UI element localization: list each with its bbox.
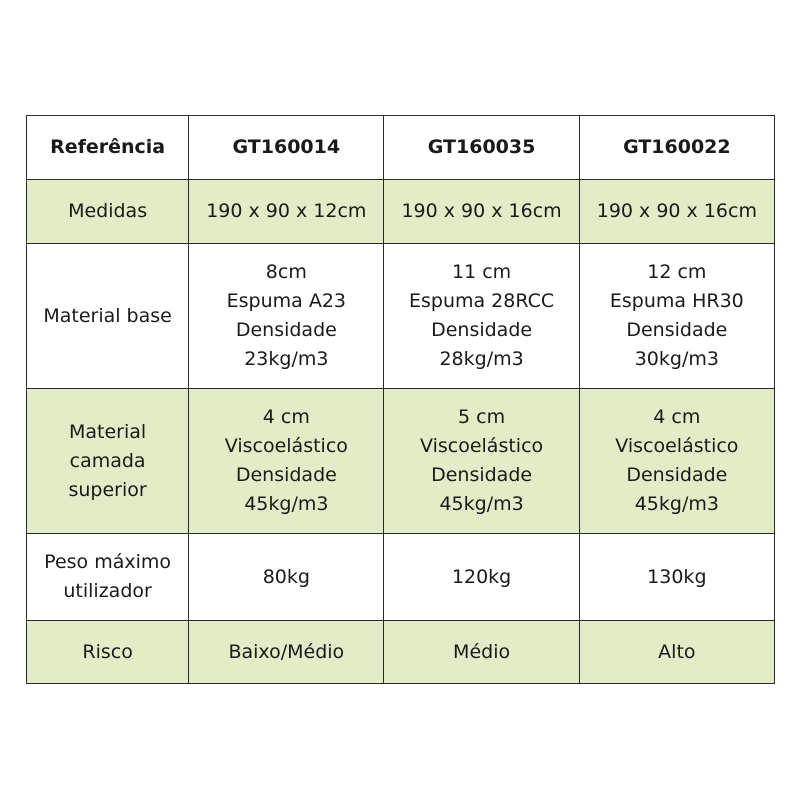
cell-value: 190 x 90 x 16cm [596, 200, 757, 222]
cell-line: 11 cm [451, 261, 512, 283]
cell-line: 45kg/m3 [244, 493, 329, 515]
row-label-cell [27, 389, 189, 534]
table-row-peso-maximo [27, 534, 775, 621]
spec-table [26, 115, 775, 684]
cell-line: 23kg/m3 [244, 348, 329, 370]
cell-line: 12 cm [647, 261, 707, 283]
header-row [27, 116, 775, 180]
table-cell [384, 180, 579, 244]
cell-line: Espuma 28RCC [408, 290, 555, 312]
cell-line: 4 cm [262, 406, 310, 428]
header-label-cell [27, 116, 189, 180]
header-product: GT160014 [232, 136, 341, 158]
table-cell [384, 534, 579, 621]
cell-value: 120kg [451, 565, 512, 588]
table-cell [189, 180, 384, 244]
row-label: Risco [82, 640, 133, 663]
cell-line: Densidade [626, 464, 728, 486]
table-row-risco [27, 621, 775, 684]
cell-value: Baixo/Médio [228, 640, 345, 663]
cell-value: Alto [658, 640, 696, 663]
cell-value: 190 x 90 x 16cm [401, 200, 562, 222]
cell-line: Espuma HR30 [609, 290, 744, 312]
table-cell [384, 621, 579, 684]
table-row-material-base [27, 244, 775, 389]
table-cell [579, 180, 774, 244]
cell-line: 4 cm [653, 406, 701, 428]
row-label-line: Peso máximo [44, 551, 172, 573]
row-label-line: camada [69, 449, 146, 472]
table-cell [189, 244, 384, 389]
cell-line: 8cm [265, 261, 307, 283]
table-cell [579, 534, 774, 621]
cell-line: Viscoelástico [224, 435, 348, 457]
row-label-cell [27, 534, 189, 621]
table-cell [579, 244, 774, 389]
header-product-cell [384, 116, 579, 180]
header-product: GT160035 [427, 136, 536, 158]
row-label-line: superior [68, 478, 147, 501]
header-product-cell [189, 116, 384, 180]
cell-line: 45kg/m3 [439, 493, 524, 515]
cell-value: Médio [453, 640, 511, 663]
row-label: Medidas [68, 200, 148, 222]
header-product-cell [579, 116, 774, 180]
cell-line: Viscoelástico [420, 435, 544, 457]
header-label: Referência [50, 136, 166, 158]
cell-line: 28kg/m3 [439, 348, 524, 370]
cell-value: 190 x 90 x 12cm [206, 200, 367, 222]
row-label-cell [27, 621, 189, 684]
row-label-line: Material [69, 420, 147, 443]
table-cell [189, 621, 384, 684]
table-row-medidas [27, 180, 775, 244]
cell-line: Densidade [235, 319, 337, 341]
cell-value: 130kg [647, 565, 707, 588]
table-row-material-camada-superior [27, 389, 775, 534]
cell-line: Densidade [431, 464, 533, 486]
cell-line: Densidade [235, 464, 337, 486]
table-cell [384, 244, 579, 389]
cell-value: 80kg [262, 565, 310, 588]
header-product: GT160022 [623, 136, 731, 158]
table-cell [579, 621, 774, 684]
cell-line: 30kg/m3 [634, 348, 719, 370]
table-cell [579, 389, 774, 534]
cell-line: 5 cm [458, 406, 506, 428]
table-cell [189, 534, 384, 621]
table-cell [384, 389, 579, 534]
cell-line: Densidade [431, 319, 533, 341]
row-label: Material base [43, 304, 172, 327]
table-cell [189, 389, 384, 534]
cell-line: Espuma A23 [226, 290, 347, 312]
row-label-cell [27, 244, 189, 389]
cell-line: Viscoelástico [615, 435, 739, 457]
row-label-cell [27, 180, 189, 244]
cell-line: 45kg/m3 [634, 493, 719, 515]
cell-line: Densidade [626, 319, 728, 341]
row-label-line: utilizador [63, 580, 152, 602]
